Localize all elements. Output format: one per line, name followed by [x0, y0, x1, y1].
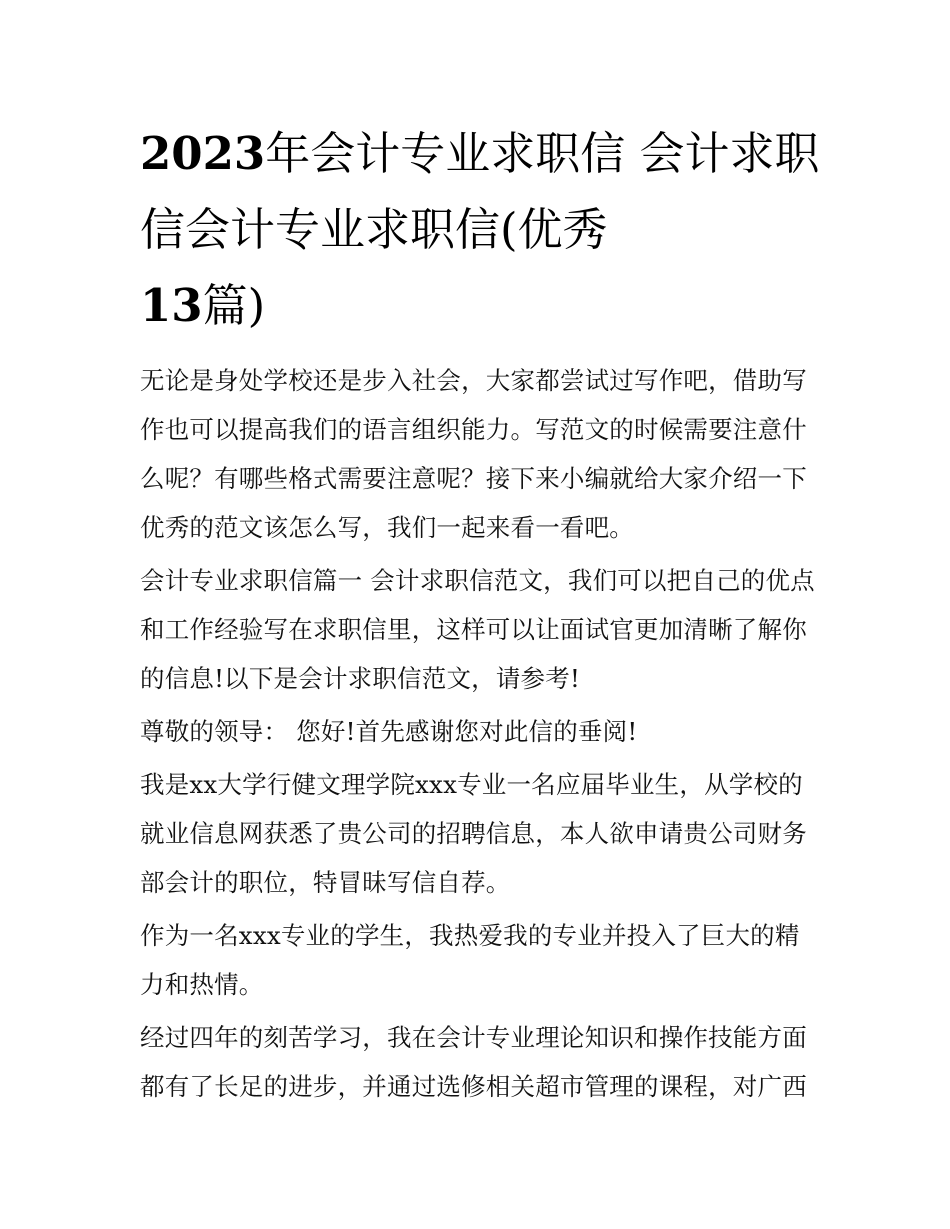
- title-number-year: 2023: [140, 127, 266, 180]
- title-text-main: 年会计专业求职信 会计求职信会计专业求职信(优秀: [140, 127, 820, 256]
- paragraph-self-intro: 我是xx大学行健文理学院xxx专业一名应届毕业生，从学校的就业信息网获悉了贵公司的招聘信息，本人欲申请贵公司财务部会计的职位，特冒昧写信自荐。: [140, 770, 807, 897]
- paragraph-study: 经过四年的刻苦学习，我在会计专业理论知识和操作技能方面都有了长足的进步，并通过选修相关超市管理的课程，对广西: [140, 1023, 807, 1101]
- paragraph-section-one: 会计专业求职信篇一 会计求职信范文，我们可以把自己的优点和工作经验写在求职信里，这样可以让面试官更加清晰了解你的信息!以下是会计求职信范文，请参考!: [140, 566, 815, 693]
- title-text-end: 篇): [202, 279, 266, 332]
- document-body: [140, 356, 820, 1115]
- paragraph-intro: 无论是身处学校还是步入社会，大家都尝试过写作吧，借助写作也可以提高我们的语言组织能力。写范文的时候需要注意什么呢？有哪些格式需要注意呢？接下来小编就给大家介绍一下优秀的范文该怎么写，我们一起来看一看吧。: [140, 366, 807, 542]
- title-number-count: 13: [140, 279, 203, 332]
- document-title: [140, 116, 820, 344]
- paragraph-salutation: 尊敬的领导： 您好!首先感谢您对此信的垂阅!: [140, 717, 638, 746]
- paragraph-major: 作为一名xxx专业的学生，我热爱我的专业并投入了巨大的精力和热情。: [140, 921, 800, 999]
